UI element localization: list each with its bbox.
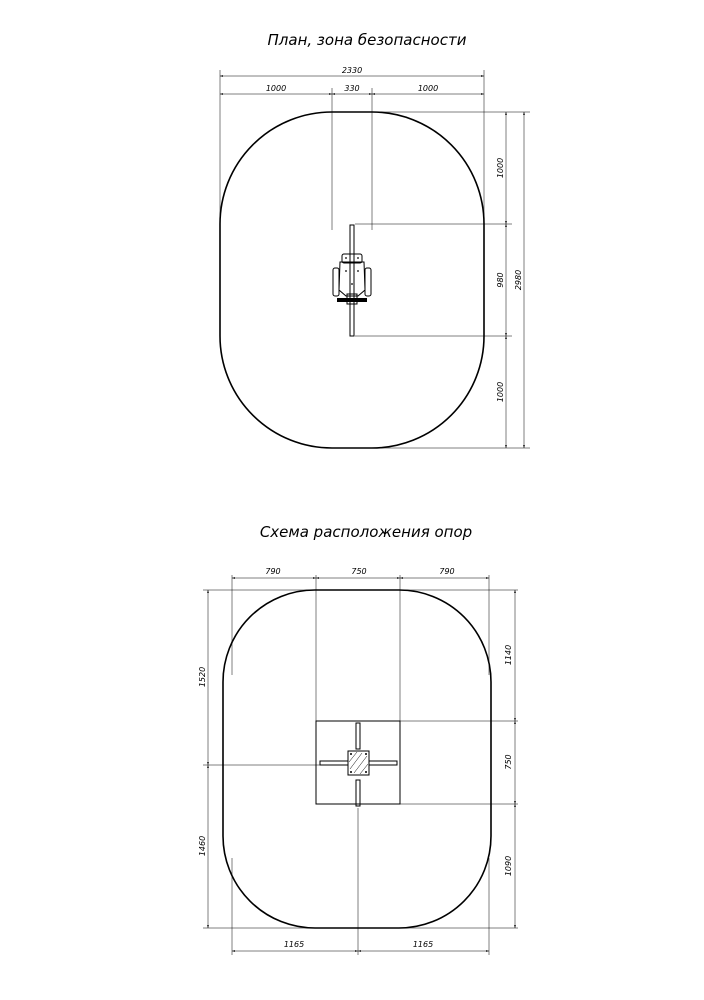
supports-dim-left-upper-height: 1520 [198, 666, 207, 688]
supports-dim-bottom-right-width: 1165 [412, 940, 434, 949]
supports-title: Схема расположения опор [259, 523, 473, 541]
plan-dim-middle-height: 980 [496, 272, 505, 288]
equipment-top-view-icon [333, 225, 371, 336]
plan-dim-bottom-height: 1000 [496, 381, 505, 403]
plan-dim-total-width: 2330 [341, 66, 363, 75]
plan-dim-top-height: 1000 [496, 157, 505, 179]
supports-dim-lines-vertical [208, 590, 515, 928]
plan-dim-left-width: 1000 [265, 84, 287, 93]
plan-title: План, зона безопасности [267, 31, 467, 49]
supports-dim-bottom-left-width: 1165 [283, 940, 305, 949]
plan-dim-center-width: 330 [344, 84, 360, 93]
plan-dim-right-width: 1000 [417, 84, 439, 93]
supports-dim-center-width: 750 [351, 567, 367, 576]
plan-safety-zone-outline [220, 112, 484, 448]
foundation-square [316, 721, 400, 804]
supports-dim-middle-height: 750 [504, 754, 513, 770]
supports-dim-right-width: 790 [439, 567, 455, 576]
supports-dim-bottom-height: 1090 [504, 855, 513, 877]
supports-extension-lines [203, 575, 518, 955]
plan-dim-total-height: 2980 [514, 269, 523, 291]
supports-safety-zone-outline [223, 590, 491, 928]
supports-dim-left-lower-height: 1460 [198, 835, 207, 857]
supports-dim-top-height: 1140 [504, 644, 513, 666]
support-base-icon [320, 723, 397, 806]
supports-dim-left-width: 790 [265, 567, 281, 576]
